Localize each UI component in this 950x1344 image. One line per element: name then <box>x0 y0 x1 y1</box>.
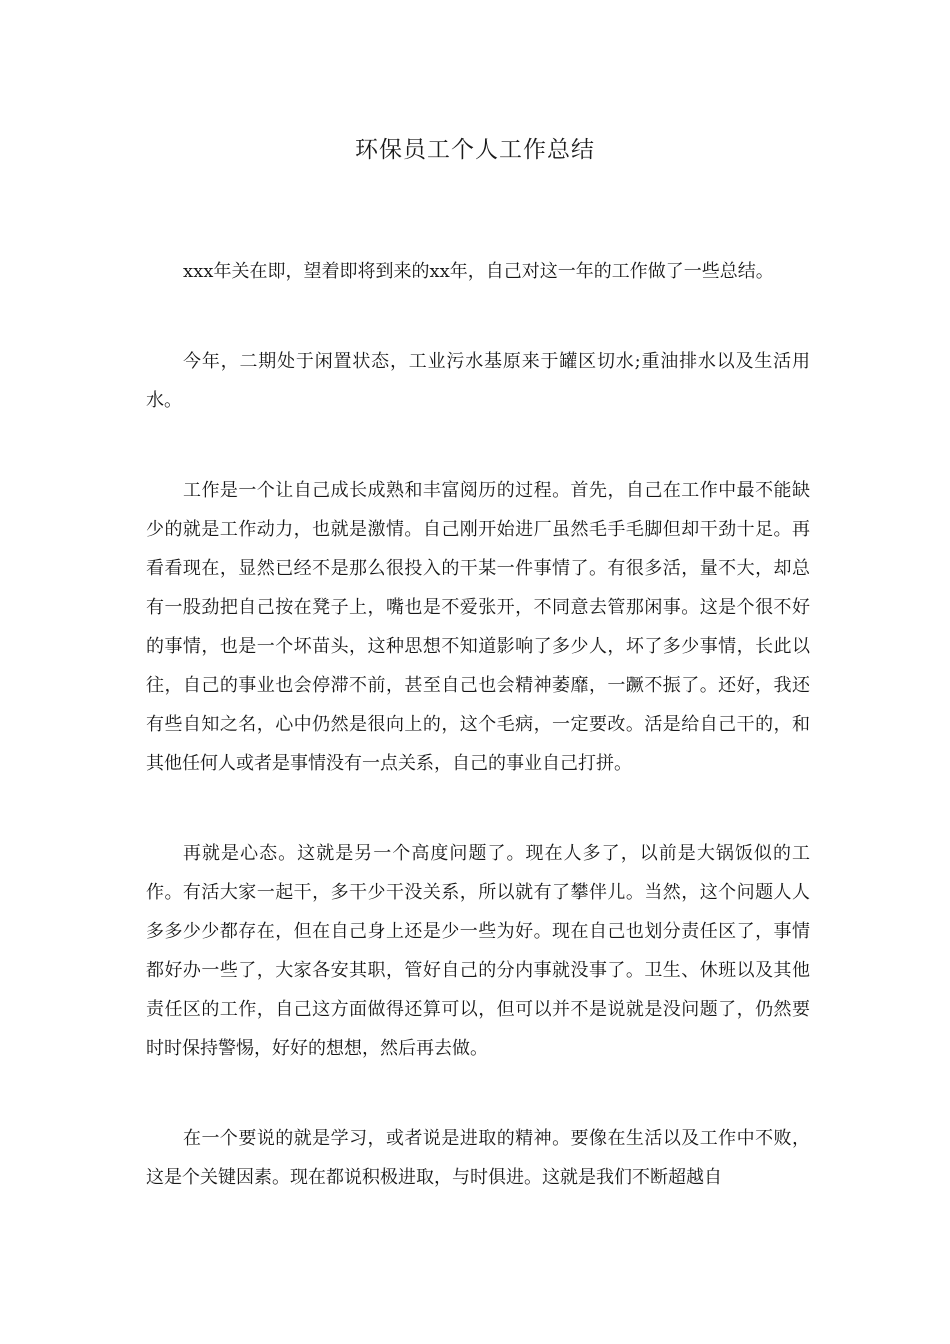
document-title: 环保员工个人工作总结 <box>355 137 595 163</box>
paragraph-learning: 在一个要说的就是学习，或者说是进取的精神。要像在生活以及工作中不败，这是个关键因素。现在都说积极进取，与时俱进。这就是我们不断超越自 <box>146 1128 810 1188</box>
paragraph-motivation: 工作是一个让自己成长成熟和丰富阅历的过程。首先，自己在工作中最不能缺少的就是工作动力，也就是激情。自己刚开始进厂虽然毛手毛脚但却干劲十足。再看看现在，显然已经不是那么很投入的干某一件事情了。有很多活，量不大，却总有一股劲把自己按在凳子上，嘴也是不爱张开，不同意去管那闲事。这是个很不好的事情，也是一个坏苗头，这种思想不知道影响了多少人，坏了多少事情，长此以往，自己的事业也会停滞不前，甚至自己也会精神萎靡，一蹶不振了。还好，我还有些自知之名，心中仍然是很向上的，这个毛病，一定要改。活是给自己干的，和其他任何人或者是事情没有一点关系，自己的事业自己打拼。 <box>146 480 810 774</box>
document-body <box>146 252 810 1248</box>
paragraph-attitude: 再就是心态。这就是另一个高度问题了。现在人多了，以前是大锅饭似的工作。有活大家一起干，多干少干没关系，所以就有了攀伴儿。当然，这个问题人人多多少少都存在，但在自己身上还是少一些为好。现在自己也划分责任区了，事情都好办一些了，大家各安其职，管好自己的分内事就没事了。卫生、休班以及其他责任区的工作，自己这方面做得还算可以，但可以并不是说就是没问题了，仍然要时时保持警惕，好好的想想，然后再去做。 <box>146 843 810 1059</box>
paragraph-intro: xxx年关在即，望着即将到来的xx年，自己对这一年的工作做了一些总结。 <box>183 261 774 282</box>
paragraph-status: 今年，二期处于闲置状态，工业污水基原来于罐区切水;重油排水以及生活用水。 <box>146 351 810 411</box>
